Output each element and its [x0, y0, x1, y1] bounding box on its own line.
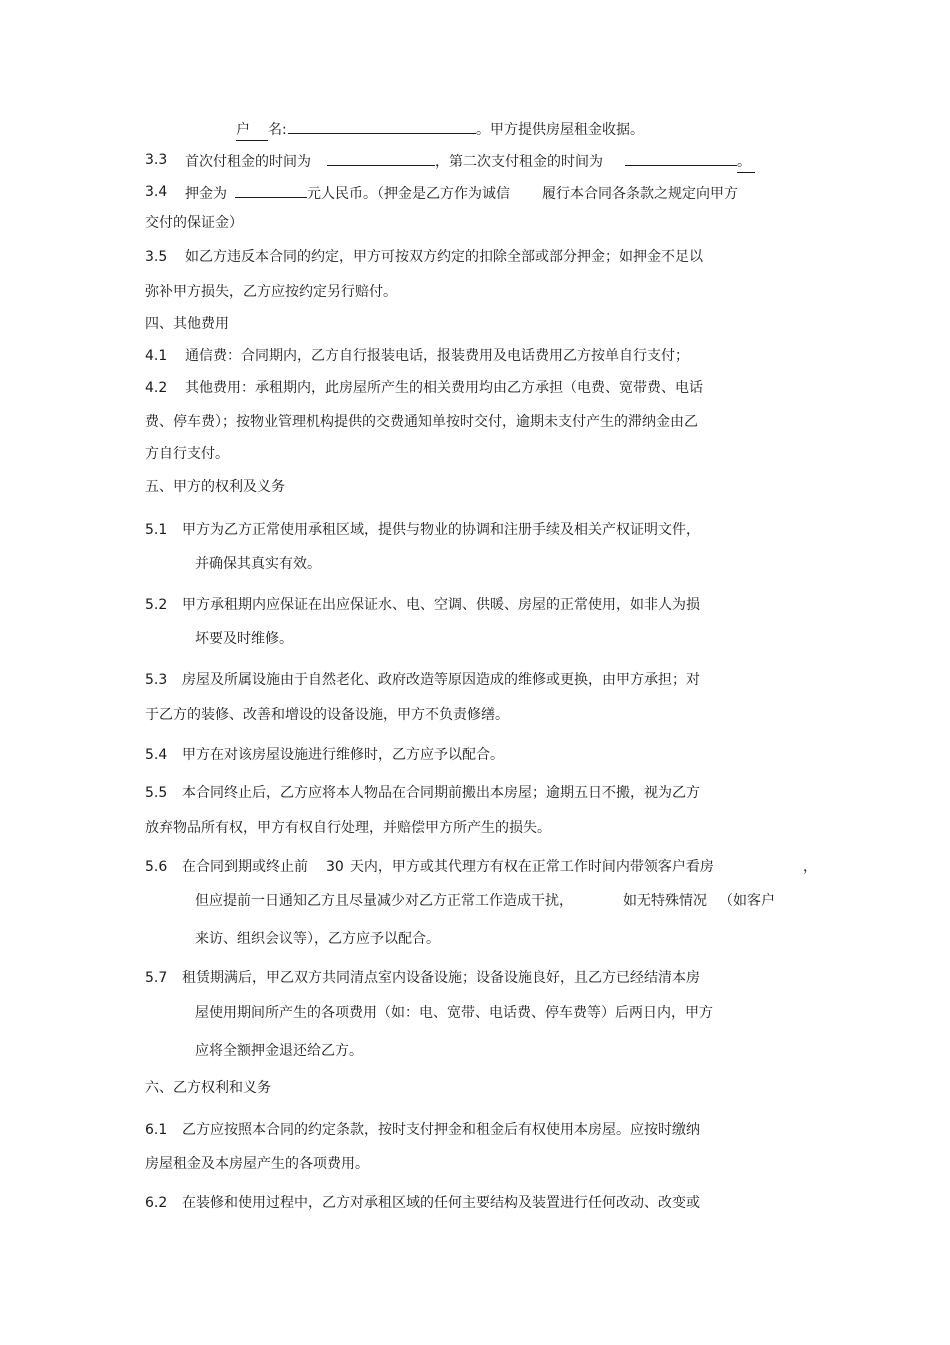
- clause-5-7-line2: 屋使用期间所产生的各项费用（如：电、宽带、电话费、停车费等）后两日内，甲方: [195, 1005, 713, 1021]
- clause-5-5-line1: 本合同终止后，乙方应将本人物品在合同期前搬出本房屋；逾期五日不搬，视为乙方: [182, 785, 700, 801]
- clause-text: 。: [737, 152, 755, 173]
- clause-5-2-line1: 甲方承租期内应保证在出应保证水、电、空调、供暖、房屋的正常使用，如非人为损: [182, 597, 700, 613]
- clause-text: 但应提前一日通知乙方且尽量减少对乙方正常工作造成干扰，: [195, 893, 573, 909]
- clause-4-2-line1: 其他费用：承租期内，此房屋所产生的相关费用均由乙方承担（电费、宽带费、电话: [185, 380, 703, 396]
- clause-number: 5.5: [145, 785, 168, 801]
- clause-3-5-line2: 弥补甲方损失，乙方应按约定另行赔付。: [145, 284, 397, 300]
- section-heading: 五、甲方的权利及义务: [145, 479, 285, 495]
- section-heading: 四、其他费用: [145, 316, 229, 332]
- clause-text: 元人民币。（押金是乙方作为诚信: [307, 186, 510, 202]
- account-label-hu: 户: [236, 120, 268, 141]
- clause-5-7-line1: 租赁期满后，甲乙双方共同清点室内设备设施；设备设施良好，且乙方已经结清本房: [182, 970, 700, 986]
- clause-6-1-line1: 乙方应按照本合同的约定条款，按时支付押金和租金后有权使用本房屋。应按时缴纳: [182, 1122, 700, 1138]
- clause-6-2-line1: 在装修和使用过程中，乙方对承租区域的任何主要结构及装置进行任何改动、改变或: [182, 1195, 700, 1211]
- days-value: 30: [326, 859, 344, 875]
- clause-4-2-line3: 方自行支付。: [145, 446, 229, 462]
- clause-5-7-line3: 应将全额押金退还给乙方。: [195, 1043, 363, 1059]
- clause-3-3-line1: [185, 150, 755, 173]
- second-payment-blank: [625, 150, 737, 166]
- account-label-ming: 名:: [268, 122, 287, 138]
- clause-4-2-line2: 费、停车费）；按物业管理机构提供的交费通知单按时交付，逾期未支付产生的滞纳金由乙: [145, 414, 698, 430]
- clause-number: 4.1: [145, 348, 168, 364]
- clause-number: 5.6: [145, 859, 168, 875]
- clause-text: 押金为: [185, 186, 227, 202]
- clause-3-4-line1: [185, 182, 738, 204]
- deposit-amount-blank: [235, 182, 307, 198]
- clause-5-3-line1: 房屋及所属设施由于自然老化、政府改造等原因造成的维修或更换，由甲方承担；对: [182, 672, 700, 688]
- clause-text: 在合同到期或终止前: [182, 859, 308, 875]
- account-suffix: 。甲方提供房屋租金收据。: [476, 122, 644, 138]
- clause-text: 如无特殊情况: [623, 893, 707, 909]
- account-blank: [288, 118, 476, 134]
- clause-number: 5.4: [145, 747, 168, 763]
- clause-5-3-line2: 于乙方的装修、改善和增设的设备设施，甲方不负责修缮。: [145, 707, 509, 723]
- clause-number: 6.2: [145, 1195, 168, 1211]
- clause-5-6-comma: ，: [803, 859, 817, 875]
- clause-5-6-line1: [182, 857, 714, 877]
- clause-5-4-line1: 甲方在对该房屋设施进行维修时，乙方应予以配合。: [182, 747, 504, 763]
- clause-5-6-line3: 来访、组织会议等），乙方应予以配合。: [195, 931, 440, 947]
- clause-5-5-line2: 放弃物品所有权，甲方有权自行处理，并赔偿甲方所产生的损失。: [145, 820, 551, 836]
- clause-number: 5.1: [145, 522, 168, 538]
- section-heading: 六、乙方权利和义务: [145, 1080, 271, 1096]
- clause-text: ，第二次支付租金的时间为: [435, 154, 603, 170]
- clause-4-1-line1: 通信费：合同期内，乙方自行报装电话，报装费用及电话费用乙方按单自行支付；: [185, 348, 689, 364]
- clause-5-2-line2: 坏要及时维修。: [195, 631, 293, 647]
- clause-number: 5.3: [145, 672, 168, 688]
- clause-number: 3.5: [145, 249, 168, 265]
- clause-text: （如客户: [719, 893, 775, 909]
- clause-text: 履行本合同各条款之规定向甲方: [542, 186, 738, 202]
- clause-5-1-line2: 并确保其真实有效。: [195, 556, 321, 572]
- clause-6-1-line2: 房屋租金及本房屋产生的各项费用。: [145, 1156, 369, 1172]
- clause-number: 3.3: [145, 152, 168, 168]
- clause-number: 5.2: [145, 597, 168, 613]
- clause-number: 3.4: [145, 184, 168, 200]
- clause-number: 5.7: [145, 970, 168, 986]
- account-line: [236, 118, 644, 141]
- clause-number: 4.2: [145, 380, 168, 396]
- clause-number: 6.1: [145, 1122, 168, 1138]
- clause-text: 首次付租金的时间为: [185, 154, 311, 170]
- clause-3-5-line1: 如乙方违反本合同的约定，甲方可按双方约定的扣除全部或部分押金；如押金不足以: [185, 249, 703, 265]
- clause-5-6-line2: [195, 891, 775, 911]
- clause-3-4-line2: 交付的保证金）: [145, 215, 243, 231]
- first-payment-blank: [327, 150, 435, 166]
- clause-text: 天内，甲方或其代理方有权在正常工作时间内带领客户看房: [349, 859, 714, 875]
- clause-5-1-line1: 甲方为乙方正常使用承租区域，提供与物业的协调和注册手续及相关产权证明文件，: [182, 522, 700, 538]
